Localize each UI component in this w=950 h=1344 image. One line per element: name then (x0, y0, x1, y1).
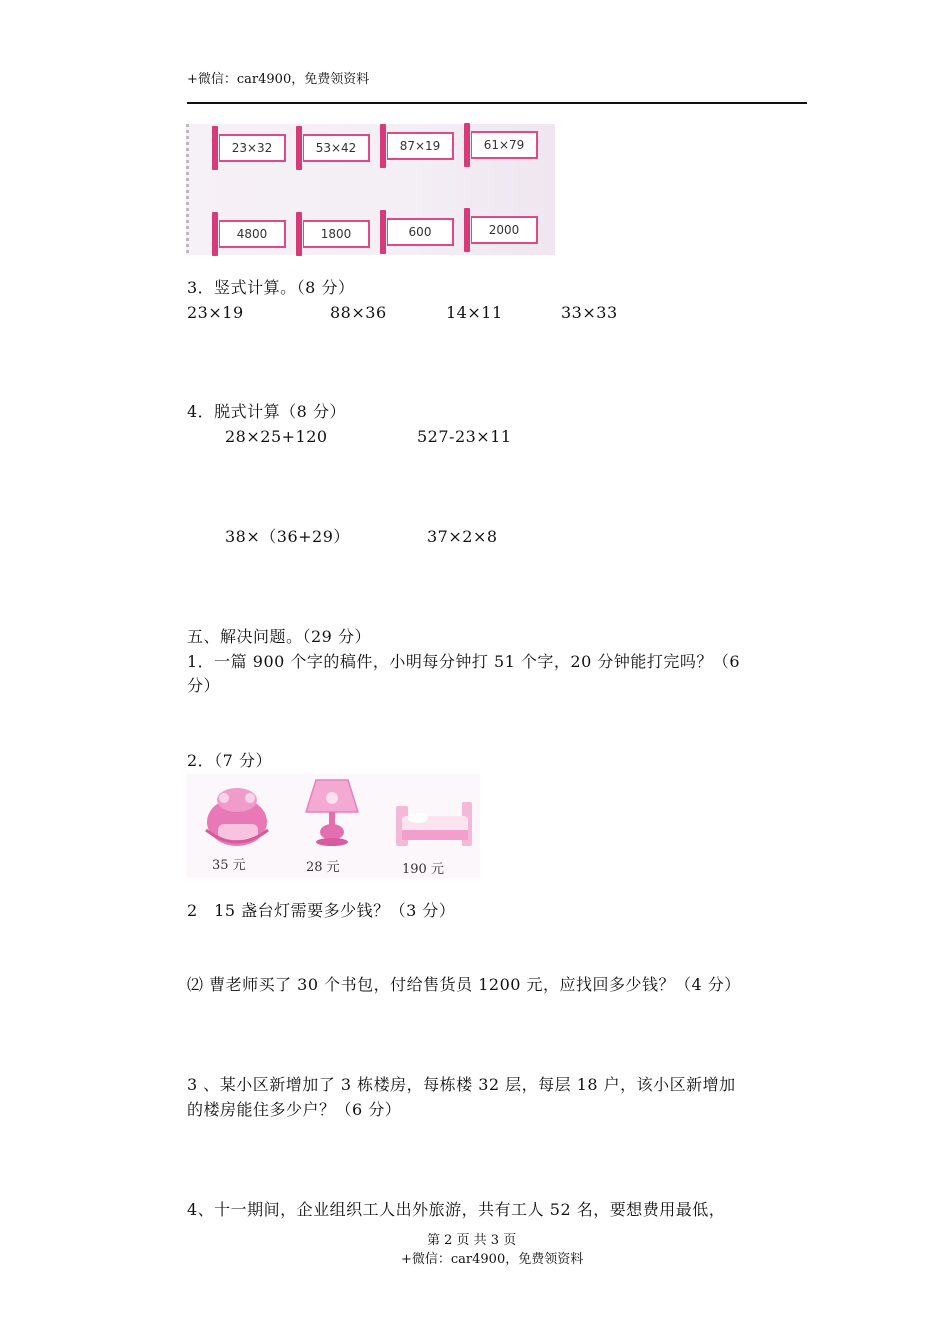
flag (464, 214, 538, 244)
question-3-line2: 的楼房能住多少户？（6 分） (187, 1100, 402, 1119)
flag-label: 53×42 (303, 134, 370, 162)
flag-label: 1800 (303, 220, 370, 248)
stepwise-calc-problem: 527-23×11 (417, 427, 512, 446)
price-label: 190 元 (402, 862, 444, 877)
vertical-calc-problem: 23×19 (187, 303, 244, 322)
stepwise-calc-problem: 38×（36+29） (225, 527, 350, 546)
flag-label: 4800 (219, 220, 286, 248)
question-3-line1: 3 、某小区新增加了 3 栋楼房，每栋楼 32 层，每层 18 户，该小区新增加 (187, 1075, 736, 1094)
flag (464, 129, 538, 159)
flag (296, 132, 370, 162)
flag (296, 218, 370, 248)
section3-title: 3．竖式计算。（8 分） (187, 278, 355, 297)
flag-label: 600 (387, 218, 454, 246)
lamp-icon (302, 776, 362, 848)
question-1-line1: 1．一篇 900 个字的稿件，小明每分钟打 51 个字，20 分钟能打完吗？（6 (187, 652, 741, 671)
section5-title: 五、解决问题。（29 分） (187, 627, 371, 646)
question-2-1: 2 15 盏台灯需要多少钱？（3 分） (187, 901, 456, 920)
flag-label: 87×19 (387, 132, 454, 160)
flag (380, 130, 454, 160)
flag (380, 216, 454, 246)
page-header: +微信：car4900，免费领资料 (187, 72, 370, 87)
flag-label: 61×79 (471, 131, 538, 159)
section4-title: 4．脱式计算（8 分） (187, 402, 346, 421)
backpack-icon (200, 784, 274, 850)
header-rule (187, 102, 807, 104)
stepwise-calc-problem: 37×2×8 (427, 527, 498, 546)
flag (212, 218, 286, 248)
page-number: 第 2 页 共 3 页 (427, 1233, 517, 1248)
flags-image (186, 124, 555, 255)
flag (212, 132, 286, 162)
goods-image (186, 774, 480, 878)
dotted-edge (186, 124, 189, 255)
vertical-calc-problem: 88×36 (330, 303, 387, 322)
question-2-title: 2．（7 分） (187, 751, 272, 770)
page-footer: +微信：car4900，免费领资料 (401, 1252, 584, 1267)
price-label: 28 元 (306, 860, 340, 875)
vertical-calc-problem: 33×33 (561, 303, 618, 322)
question-4-line1: 4、十一期间，企业组织工人出外旅游，共有工人 52 名，要想费用最低， (187, 1200, 726, 1219)
question-1-line2: 分） (187, 676, 221, 695)
question-2-2: ⑵ 曹老师买了 30 个书包，付给售货员 1200 元，应找回多少钱？（4 分） (187, 975, 741, 994)
bed-icon (392, 796, 476, 852)
flag-label: 2000 (471, 216, 538, 244)
price-label: 35 元 (212, 858, 246, 873)
stepwise-calc-problem: 28×25+120 (225, 427, 328, 446)
vertical-calc-problem: 14×11 (446, 303, 503, 322)
flag-label: 23×32 (219, 134, 286, 162)
